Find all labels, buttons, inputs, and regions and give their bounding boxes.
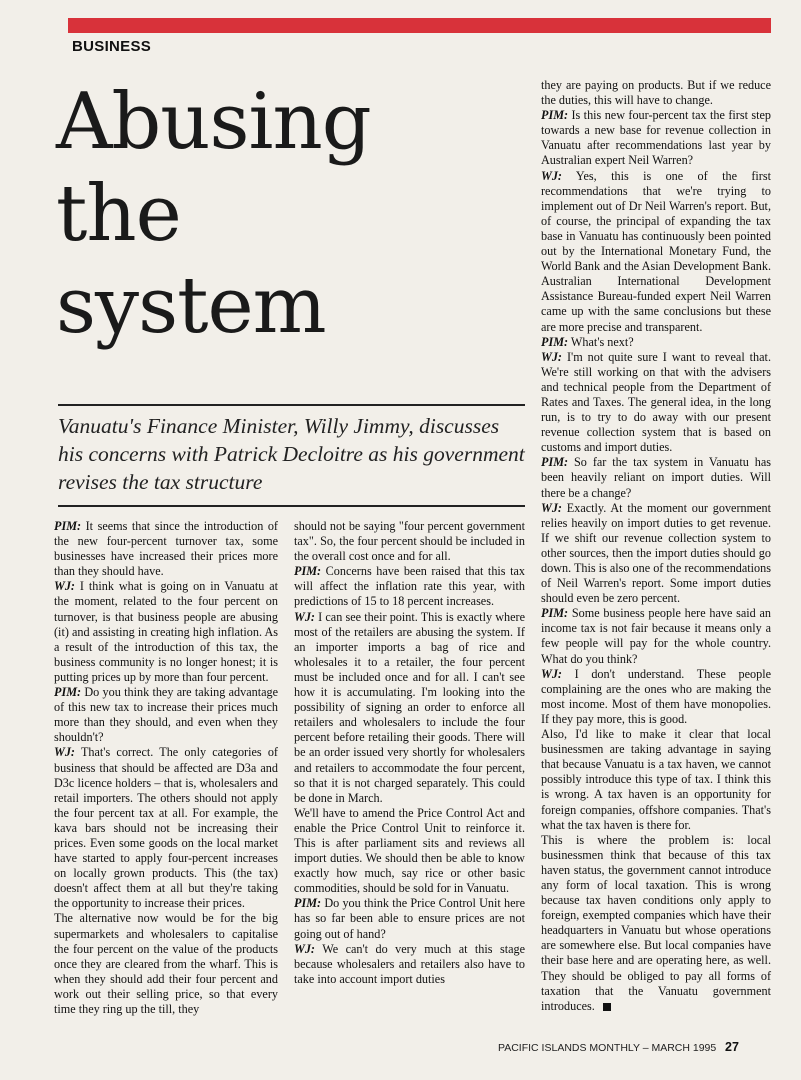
headline-line-2: the [56,169,181,259]
paragraph [541,455,771,500]
article-column-3 [541,78,771,1014]
speaker-label: PIM: [294,896,322,911]
deck-bottom-rule [58,505,525,507]
paragraph [541,501,771,607]
speaker-label: PIM: [541,606,569,621]
paragraph-text: they are paying on products. But if we reduce the duties, this will have to change. [541,78,771,108]
paragraph-text: Concerns have been raised that this tax will affect the inflation rate this year, with predictions of 15 to 18 percent increases. [294,564,525,609]
paragraph [541,350,771,456]
paragraph-text: I think what is going on in Vanuatu at the moment, related to the four percent on turnover, is that business people are abusing (it) and assisting in creating high inflation. As a result of the introduction of this tax, the business community is no longer honest; it is putting prices up by more than four percent. [54,579,278,684]
end-of-article-mark [603,1003,611,1011]
page-number: 27 [725,1040,739,1054]
speaker-label: PIM: [294,564,322,579]
paragraph [294,564,525,609]
speaker-label: PIM: [541,108,569,123]
speaker-label: PIM: [54,685,82,700]
paragraph-text: It seems that since the introduction of the new four-percent turnover tax, some businesses have increased their prices more than they should have. [54,519,278,579]
paragraph-text: Is this new four-percent tax the first step towards a new base for revenue collection in Vanuatu after recommendations last year by Australian expert Neil Warren? [541,108,771,168]
header-red-bar [68,18,771,33]
paragraph [54,519,278,579]
paragraph [54,579,278,685]
speaker-label: WJ: [294,609,315,624]
paragraph [541,727,771,833]
speaker-label: PIM: [54,519,82,533]
headline [56,76,526,352]
speaker-label: WJ: [541,666,562,681]
headline-line-1: Abusing [56,77,371,167]
paragraph-text: should not be saying "four percent government tax". So, the four percent should be included in the overall cost once and for all. [294,519,525,564]
paragraph [294,806,525,897]
paragraph [541,606,771,666]
paragraph-text: So far the tax system in Vanuatu has been heavily reliant on import duties. Will there be a change? [541,455,771,500]
paragraph [541,833,771,1014]
paragraph [54,911,278,1017]
deck-top-rule [58,404,525,406]
paragraph-text: We'll have to amend the Price Control Act and enable the Price Control Unit to reinforce it. This is after parliament sits and reviews all import duties. We should then be able to know exactly how much, say rice or other basic commodities, should be sold for in Vanuatu. [294,805,525,896]
paragraph [541,78,771,108]
section-label: BUSINESS [72,38,152,55]
paragraph [294,896,525,941]
article-column-1 [54,519,278,1017]
paragraph-text: I'm not quite sure I want to reveal that. We're still working on that with the advisers and technical people from the Department of Rates and Taxes. The general idea, in the long run, is to try to do away with our present revenue collection system that is based on customs and import duties. [541,349,771,455]
paragraph-text: Yes, this is one of the first recommendations that we're trying to implement out of Dr Neil Warren's report. But, of course, the principal of expanding the tax base in Vanuatu has continuously been pointed out by the International Monetary Fund, the World Bank and the Asian Development Bank. Australian International Development Assistance Bureau-funded expert Neil Warren came up with the same conclusions but these are more precise and transparent. [541,168,771,334]
paragraph-text: The alternative now would be for the big supermarkets and wholesalers to capitalise the four percent on the value of the products once they are cleared from the wharf. This is when they should add their four percent and work out their selling price, so that every time they ring up the till, they [54,911,278,1016]
paragraph-text: I don't understand. These people complaining are the ones who are making the most income. Most of them have monopolies. If they pay more, this is good. [541,666,771,726]
standfirst: Vanuatu's Finance Minister, Willy Jimmy, discusses his concerns with Patrick Decloitre as his government revises the tax structure [58,414,525,494]
speaker-label: PIM: [541,455,569,470]
paragraph-text: Some business people here have said an income tax is not fair because it means only a few people will pay for the whole country. What do you think? [541,606,771,666]
paragraph [294,519,525,564]
paragraph-text: Also, I'd like to make it clear that local businessmen are taking advantage in saying that because Vanuatu is a tax haven, we cannot possibly introduce this type of tax. I think this is wrong. A tax haven is an opportunity for foreign companies, offshore companies. That's what the tax haven is there for. [541,727,771,832]
headline-line-3: system [56,261,326,351]
speaker-label: PIM: [541,334,569,349]
paragraph [294,610,525,806]
paragraph [541,335,771,350]
paragraph [541,169,771,335]
paragraph [541,108,771,168]
paragraph [541,667,771,727]
paragraph [54,745,278,911]
speaker-label: WJ: [541,168,562,183]
paragraph-text: What's next? [568,334,634,349]
speaker-label: WJ: [54,579,75,594]
paragraph-text: This is where the problem is: local businessmen think that because of this tax haven status, the government cannot introduce any form of local taxation. This is wrong because tax haven conditions only apply to foreign, exempted companies which have their headquarters in Vanuatu but whose operations are somewhere else. But local companies have their base here and are operating here, as well. They should be obliged to pay all forms of taxation that the Vanuatu government introduces. [541,832,771,1013]
article-column-2 [294,519,525,987]
paragraph [54,685,278,745]
speaker-label: WJ: [541,500,562,515]
speaker-label: WJ: [294,941,315,956]
paragraph-text: Do you think they are taking advantage of this new tax to increase their prices much more than they should, and even when they shouldn't? [54,685,278,745]
paragraph-text: Exactly. At the moment our government relies heavily on import duties to get revenue. If we shift our revenue collection system to other sources, then the import duties should go down. This is also one of the recommendations of Neil Warren's report. Some import duties should even be zero percent. [541,500,771,606]
speaker-label: WJ: [54,745,75,760]
paragraph-text: I can see their point. This is exactly where most of the retailers are abusing the system. If an importer imports a bag of rice and wholesales it to a retailer, the four percent must be included once and for all. I can't see how it is accumulating. I'm looking into the possibility of signing an order to enforce all retailers and wholesalers to include the four percent before retailing their goods. There will be an order issued very shortly for wholesalers and retailers to accommodate the four percent, so that it is not charged separately. This could be done in March. [294,609,525,805]
paragraph-text: Do you think the Price Control Unit here has so far been able to ensure prices are not going out of hand? [294,896,525,941]
footer-publication: PACIFIC ISLANDS MONTHLY – MARCH 1995 [498,1042,717,1054]
paragraph [294,942,525,987]
paragraph-text: We can't do very much at this stage because wholesalers and retailers also have to take into account import duties [294,941,525,986]
paragraph-text: That's correct. The only categories of business that should be affected are D3a and D3c licence holders – that is, wholesalers and retail importers. The others should not apply the four percent tax at all. For example, the kava bars should not be increasing their prices. Even some goods on the local market have started to apply four-percent increases on locally grown products. This (the tax) doesn't affect them at all but they're taking the opportunity to increase their prices. [54,745,278,911]
speaker-label: WJ: [541,349,562,364]
